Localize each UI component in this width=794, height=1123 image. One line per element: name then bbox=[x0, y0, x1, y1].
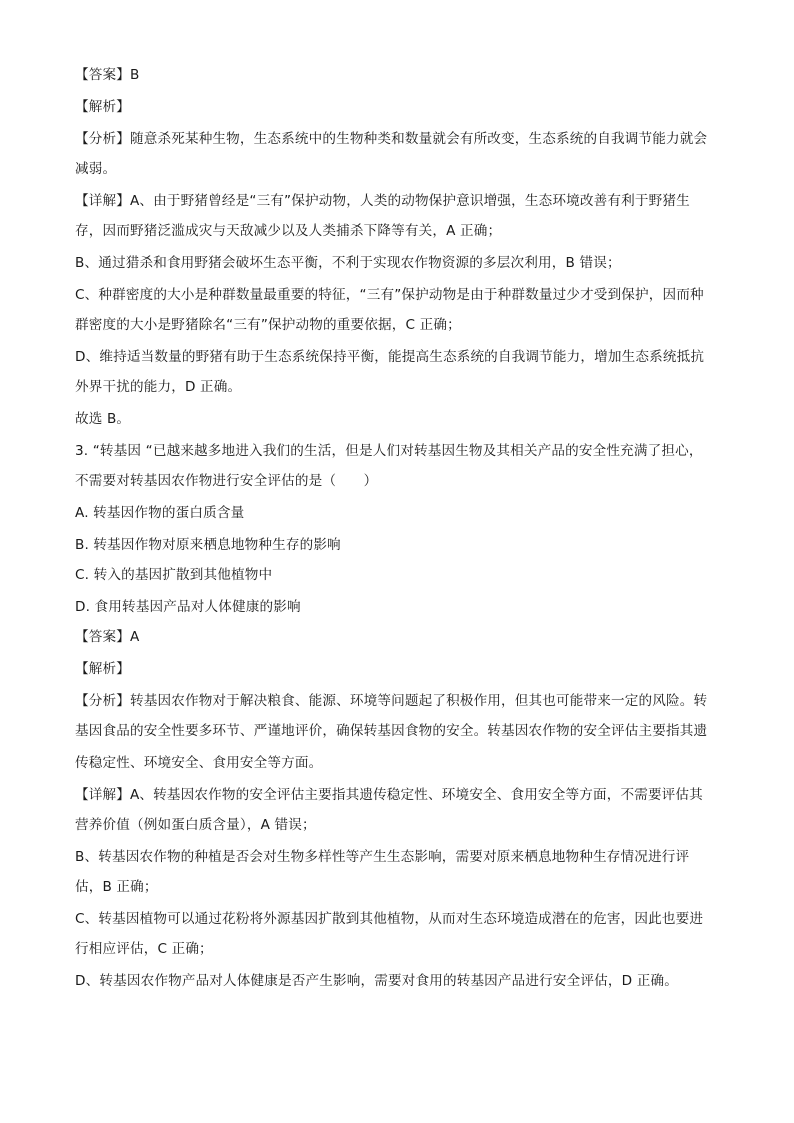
q3-option-c-explanation-line-1: C、转基因植物可以通过花粉将外源基因扩散到其他植物，从而对生态环境造成潜在的危害，因此也要进 bbox=[75, 911, 704, 927]
q3-option-b-explanation-line-1: B、转基因农作物的种植是否会对生物多样性等产生生态影响，需要对原来栖息地物种生存情况进行评 bbox=[75, 849, 690, 865]
q2-option-d-explanation-line-1: D、维持适当数量的野猪有助于生态系统保持平衡，能提高生态系统的自我调节能力，增加生态系统抵抗 bbox=[75, 349, 705, 365]
q2-option-b-explanation: B、通过猎杀和食用野猪会破坏生态平衡，不利于实现农作物资源的多层次利用，B 错误； bbox=[75, 255, 621, 271]
q2-fenxi-line-1: 【分析】随意杀死某种生物，生态系统中的生物种类和数量就会有所改变，生态系统的自我调节能力就会 bbox=[75, 131, 708, 147]
q3-stem-line-1: 3. “转基因 “已越来越多地进入我们的生活，但是人们对转基因生物及其相关产品的安全性充满了担心， bbox=[75, 443, 703, 459]
q3-option-d-explanation: D、转基因农作物产品对人体健康是否产生影响，需要对食用的转基因产品进行安全评估，D 正确。 bbox=[75, 973, 678, 989]
q2-option-c-explanation-line-2: 群密度的大小是野猪除名“三有”保护动物的重要依据，C 正确； bbox=[75, 317, 461, 333]
q2-option-d-explanation-line-2: 外界干扰的能力，D 正确。 bbox=[75, 379, 242, 395]
q2-fenxi-line-2: 减弱。 bbox=[75, 161, 117, 177]
q3-option-b: B. 转基因作物对原来栖息地物种生存的影响 bbox=[75, 537, 341, 553]
q2-analysis-heading: 【解析】 bbox=[75, 99, 130, 115]
q3-stem-line-2: 不需要对转基因农作物进行安全评估的是（ ） bbox=[75, 473, 378, 489]
q3-xiangjie-line-2: 营养价值（例如蛋白质含量），A 错误； bbox=[75, 817, 316, 833]
q2-conclusion: 故选 B。 bbox=[75, 411, 131, 427]
q3-fenxi-line-1: 【分析】转基因农作物对于解决粮食、能源、环境等问题起了积极作用，但其也可能带来一定的风险。转 bbox=[75, 693, 708, 709]
q2-answer: 【答案】B bbox=[75, 67, 140, 83]
q3-option-c: C. 转入的基因扩散到其他植物中 bbox=[75, 567, 273, 583]
q3-answer: 【答案】A bbox=[75, 629, 140, 645]
q3-analysis-heading: 【解析】 bbox=[75, 661, 130, 677]
q3-xiangjie-line-1: 【详解】A、转基因农作物的安全评估主要指其遗传稳定性、环境安全、食用安全等方面，不需要评估其 bbox=[75, 787, 703, 803]
q3-fenxi-line-3: 传稳定性、环境安全、食用安全等方面。 bbox=[75, 755, 323, 771]
q3-option-a: A. 转基因作物的蛋白质含量 bbox=[75, 505, 245, 521]
q2-option-c-explanation-line-1: C、种群密度的大小是种群数量最重要的特征，“三有”保护动物是由于种群数量过少才受到保护，因而种 bbox=[75, 287, 704, 303]
q3-option-d: D. 食用转基因产品对人体健康的影响 bbox=[75, 599, 301, 615]
q3-option-c-explanation-line-2: 行相应评估，C 正确； bbox=[75, 941, 213, 957]
q2-xiangjie-line-2: 存，因而野猪泛滥成灾与天敌减少以及人类捕杀下降等有关，A 正确； bbox=[75, 223, 502, 239]
q3-option-b-explanation-line-2: 估，B 正确； bbox=[75, 879, 158, 895]
q2-xiangjie-line-1: 【详解】A、由于野猪曾经是“三有”保护动物，人类的动物保护意识增强，生态环境改善有利于野猪生 bbox=[75, 193, 690, 209]
q3-fenxi-line-2: 基因食品的安全性要多环节、严谨地评价，确保转基因食物的安全。转基因农作物的安全评估主要指其遗 bbox=[75, 723, 708, 739]
